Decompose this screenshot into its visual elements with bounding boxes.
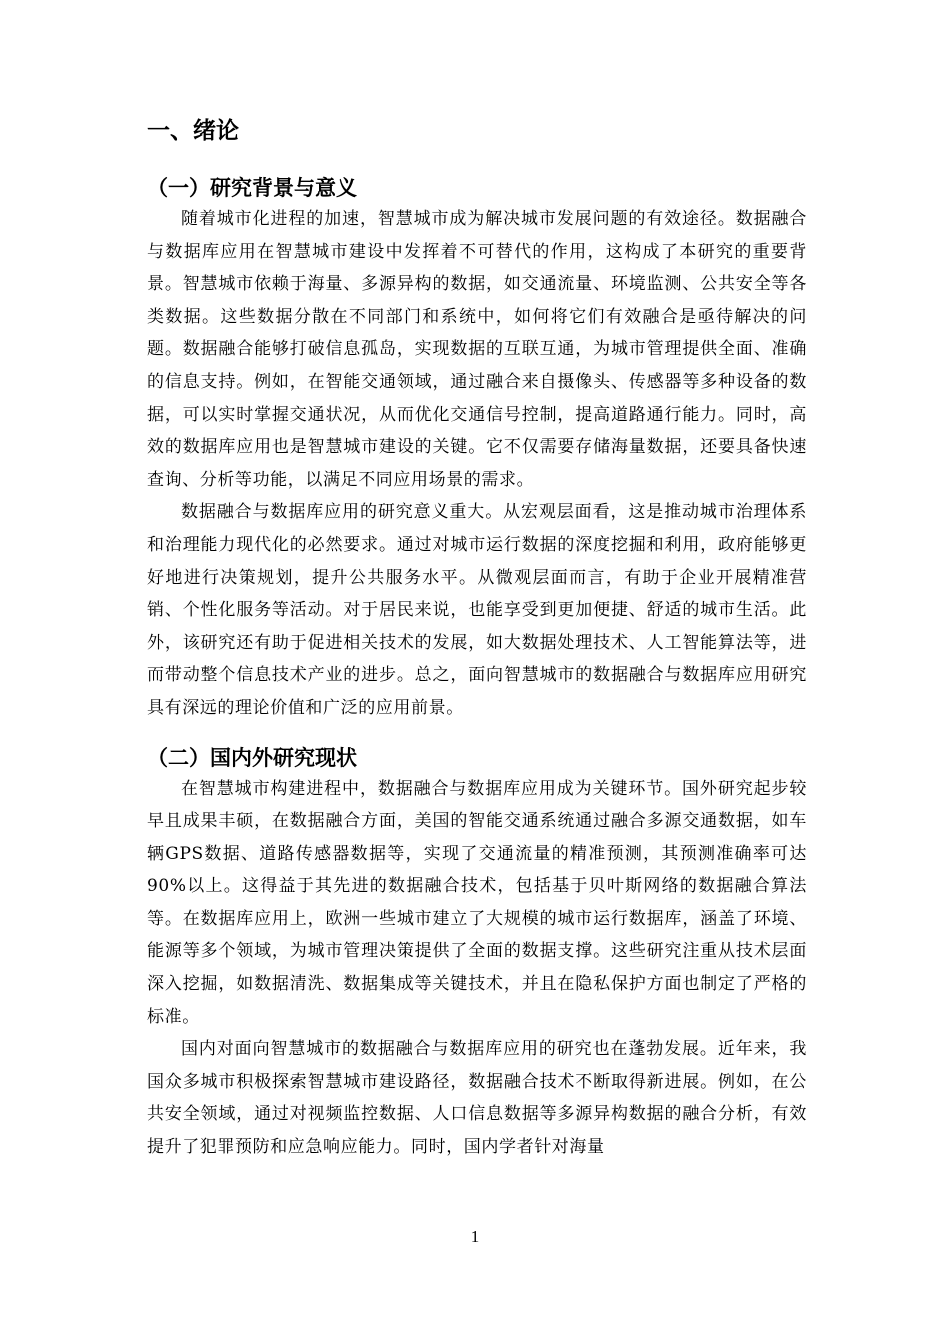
section-research-status [147, 741, 807, 1164]
page-content [147, 113, 807, 1164]
chapter-title: 一、绪论 [147, 118, 239, 144]
paragraph-research-status-2: 国内对面向智慧城市的数据融合与数据库应用的研究也在蓬勃发展。近年来，我国众多城市积极探索智慧城市建设路径，数据融合技术不断取得新进展。例如，在公共安全领域，通过对视频监控数据、人口信息数据等多源异构数据的融合分析，有效提升了犯罪预防和应急响应能力。同时，国内学者针对海量 [147, 1039, 807, 1158]
paragraph-background-1: 随着城市化进程的加速，智慧城市成为解决城市发展问题的有效途径。数据融合与数据库应用在智慧城市建设中发挥着不可替代的作用，这构成了本研究的重要背景。智慧城市依赖于海量、多源异构的数据，如交通流量、环境监测、公共安全等各类数据。这些数据分散在不同部门和系统中，如何将它们有效融合是亟待解决的问题。数据融合能够打破信息孤岛，实现数据的互联互通，为城市管理提供全面、准确的信息支持。例如，在智能交通领域，通过融合来自摄像头、传感器等多种设备的数据，可以实时掌握交通状况，从而优化交通信号控制，提高道路通行能力。同时，高效的数据库应用也是智慧城市建设的关键。它不仅需要存储海量数据，还要具备快速查询、分析等功能，以满足不同应用场景的需求。 [147, 209, 807, 490]
section-heading-background: （一）研究背景与意义 [147, 176, 357, 200]
section-heading-research-status: （二）国内外研究现状 [147, 745, 357, 770]
paragraph-background-2: 数据融合与数据库应用的研究意义重大。从宏观层面看，这是推动城市治理体系和治理能力现代化的必然要求。通过对城市运行数据的深度挖掘和利用，政府能够更好地进行决策规划，提升公共服务水平。从微观层面而言，有助于企业开展精准营销、个性化服务等活动。对于居民来说，也能享受到更加便捷、舒适的城市生活。此外，该研究还有助于促进相关技术的发展，如大数据处理技术、人工智能算法等，进而带动整个信息技术产业的进步。总之，面向智慧城市的数据融合与数据库应用研究具有深远的理论价值和广泛的应用前景。 [147, 502, 807, 718]
page-number: 1 [470, 1227, 480, 1246]
paragraph-research-status-1: 在智慧城市构建进程中，数据融合与数据库应用成为关键环节。国外研究起步较早且成果丰硕，在数据融合方面，美国的智能交通系统通过融合多源交通数据，如车辆GPS数据、道路传感器数据等，实现了交通流量的精准预测，其预测准确率可达90%以上。这得益于其先进的数据融合技术，包括基于贝叶斯网络的数据融合算法等。在数据库应用上，欧洲一些城市建立了大规模的城市运行数据库，涵盖了环境、能源等多个领域，为城市管理决策提供了全面的数据支撑。这些研究注重从技术层面深入挖掘，如数据清洗、数据集成等关键技术，并且在隐私保护方面也制定了严格的标准。 [147, 778, 807, 1027]
section-background [147, 171, 807, 725]
